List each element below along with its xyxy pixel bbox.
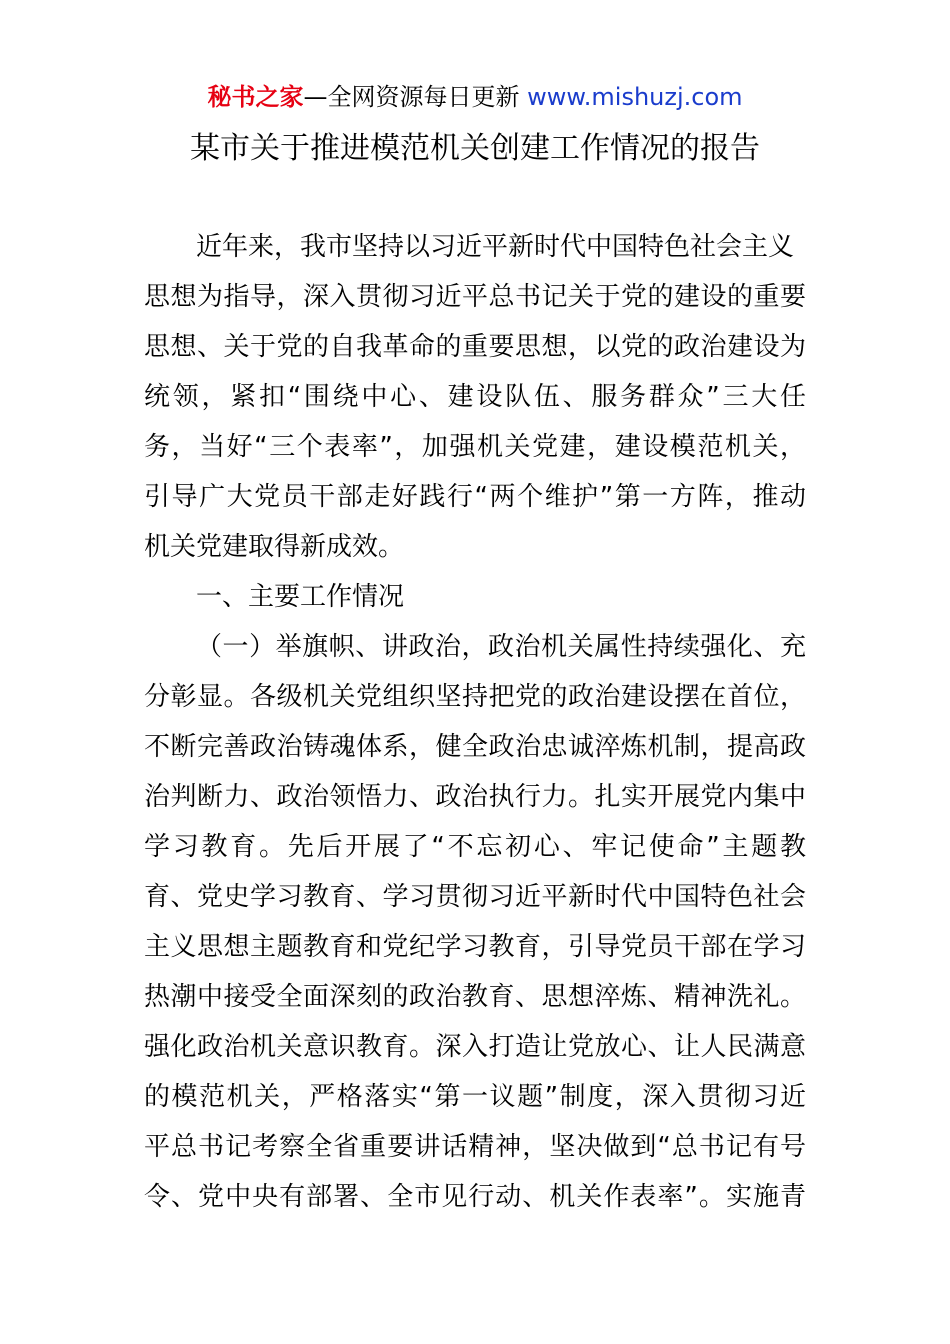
paragraph-line: 务，当好“三个表率”，加强机关党建，建设模范机关， (144, 432, 806, 462)
subsection-heading-line: （一）举旗帜、讲政治，政治机关属性持续强化、充 (196, 632, 806, 662)
document-title: 某市关于推进模范机关创建工作情况的报告 (190, 131, 760, 166)
paragraph-line: 的模范机关，严格落实“第一议题”制度，深入贯彻习近 (144, 1082, 806, 1112)
paragraph-line: 育、党史学习教育、学习贯彻习近平新时代中国特色社会 (144, 882, 806, 912)
document-body (144, 222, 806, 1222)
paragraph-line: 分彰显。各级机关党组织坚持把党的政治建设摆在首位， (144, 682, 806, 712)
banner-brand: 秘书之家 (207, 83, 304, 111)
paragraph-line: 令、党中央有部署、全市见行动、机关作表率”。实施青 (144, 1182, 806, 1212)
paragraph-line: 热潮中接受全面深刻的政治教育、思想淬炼、精神洗礼。 (144, 982, 806, 1012)
paragraph-line: 学习教育。先后开展了“不忘初心、牢记使命”主题教 (144, 832, 806, 862)
banner-tagline: —全网资源每日更新 (303, 83, 520, 111)
section-heading: 一、主要工作情况 (196, 582, 405, 612)
paragraph-line: 引导广大党员干部走好践行“两个维护”第一方阵，推动 (144, 482, 806, 512)
paragraph-line: 思想、关于党的自我革命的重要思想，以党的政治建设为 (144, 332, 806, 362)
paragraph-line: 平总书记考察全省重要讲话精神，坚决做到“总书记有号 (144, 1132, 806, 1162)
site-banner (0, 80, 950, 114)
paragraph-line: 治判断力、政治领悟力、政治执行力。扎实开展党内集中 (144, 782, 806, 812)
paragraph-line: 主义思想主题教育和党纪学习教育，引导党员干部在学习 (144, 932, 806, 962)
paragraph-line: 统领，紧扣“围绕中心、建设队伍、服务群众”三大任 (144, 382, 806, 412)
paragraph-line: 机关党建取得新成效。 (144, 532, 405, 562)
paragraph-line: 近年来，我市坚持以习近平新时代中国特色社会主义 (196, 232, 795, 262)
paragraph-line: 不断完善政治铸魂体系，健全政治忠诚淬炼机制，提高政 (144, 732, 806, 762)
paragraph-line: 强化政治机关意识教育。深入打造让党放心、让人民满意 (144, 1032, 806, 1062)
paragraph-line: 思想为指导，深入贯彻习近平总书记关于党的建设的重要 (144, 282, 806, 312)
banner-url: www.mishuzj.com (527, 83, 743, 111)
